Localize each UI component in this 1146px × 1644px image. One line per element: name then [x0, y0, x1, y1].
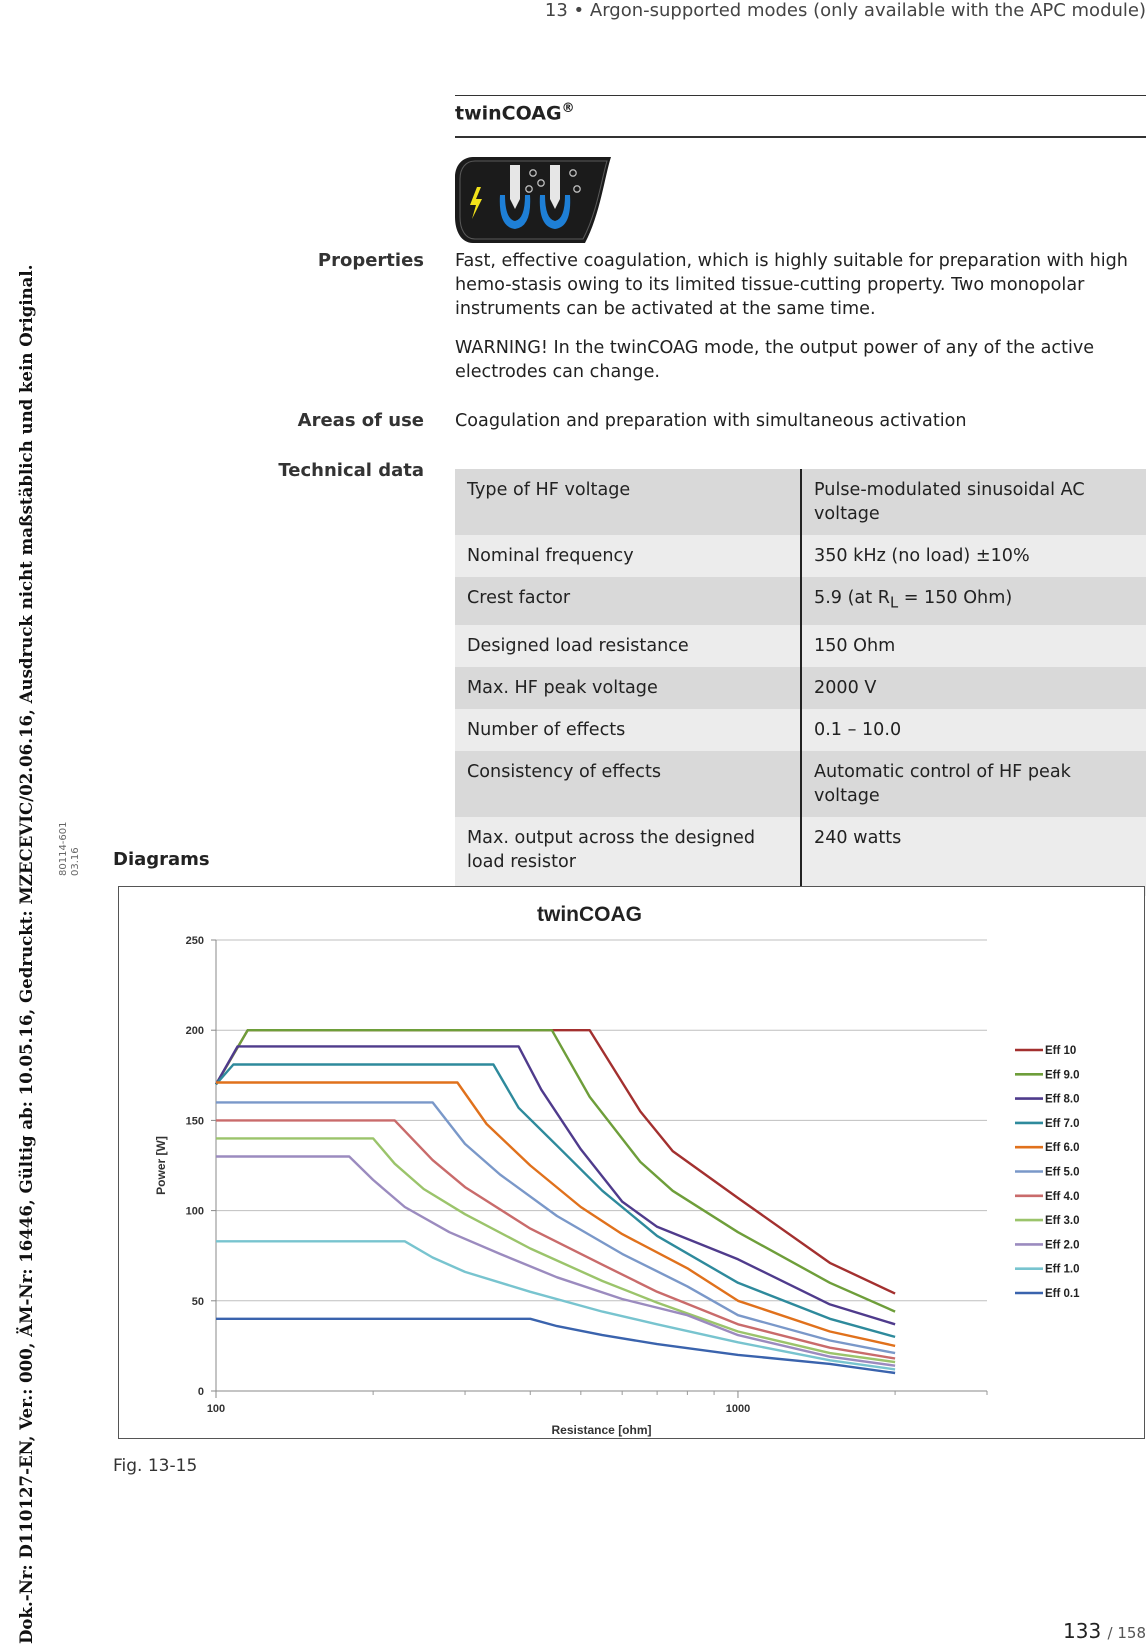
section-title [455, 101, 575, 124]
table-key: Max. output across the designed load resistor [455, 817, 801, 896]
table-row [455, 667, 1146, 709]
table-value: 0.1 – 10.0 [801, 709, 1146, 751]
series-line [216, 1319, 895, 1373]
areas-of-use-text: Coagulation and preparation with simultaneous activation [455, 411, 967, 431]
crest-value-suffix: = 150 Ohm) [898, 588, 1013, 608]
technical-data-label: Technical data [278, 460, 424, 481]
legend-label: Eff 10 [1045, 1045, 1077, 1057]
table-row [455, 535, 1146, 577]
legend-label: Eff 7.0 [1045, 1117, 1080, 1130]
section-title-text: twinCOAG [455, 102, 562, 125]
legend-label: Eff 4.0 [1045, 1190, 1080, 1203]
series-line [216, 1030, 895, 1293]
series-line [216, 1065, 895, 1337]
legend-label: Eff 0.1 [1045, 1288, 1080, 1300]
y-tick-label: 0 [197, 1386, 204, 1398]
page-total: / 158 [1107, 1624, 1146, 1642]
running-header: 13 • Argon-supported modes (only available with the APC module) [544, 0, 1146, 21]
table-key: Crest factor [455, 577, 801, 625]
properties-text: Fast, effective coagulation, which is highly suitable for preparation with high hemo-stasis owing to its limited tissue-cutting property. Two monopolar instruments can be activated at the same time. [455, 251, 1128, 319]
series-line [216, 1030, 895, 1311]
table-key: Consistency of effects [455, 751, 801, 817]
table-row [455, 751, 1146, 817]
legend-label: Eff 2.0 [1045, 1239, 1080, 1252]
figure-caption: Fig. 13-15 [113, 1456, 198, 1476]
table-value: Pulse-modulated sinusoidal AC voltage [801, 469, 1146, 535]
legend-label: Eff 9.0 [1045, 1069, 1080, 1082]
y-tick-label: 200 [185, 1025, 204, 1038]
table-value: 2000 V [801, 667, 1146, 709]
properties-label: Properties [317, 250, 424, 271]
legend-label: Eff 5.0 [1045, 1166, 1080, 1179]
x-tick-label: 100 [206, 1403, 226, 1415]
table-value: Automatic control of HF peak voltage [801, 751, 1146, 817]
y-tick-label: 150 [185, 1115, 204, 1128]
y-axis-label: Power [W] [154, 1136, 168, 1195]
twincoag-chart [118, 886, 1145, 1439]
legend-label: Eff 3.0 [1045, 1215, 1080, 1228]
table-key: Number of effects [455, 709, 801, 751]
table-value: 350 kHz (no load) ±10% [801, 535, 1146, 577]
technical-data-table [455, 469, 1146, 896]
table-row [455, 709, 1146, 751]
y-tick-label: 250 [185, 935, 204, 947]
table-value: 240 watts [801, 817, 1146, 896]
series-line [216, 1138, 895, 1362]
chart-title: twinCOAG [537, 903, 642, 926]
crest-value-prefix: 5.9 (at R [814, 588, 890, 608]
page-number: 133 / 158 [1063, 1619, 1146, 1643]
registered-mark: ® [561, 101, 575, 116]
table-row [455, 577, 1146, 625]
table-key: Nominal frequency [455, 535, 801, 577]
table-value: 150 Ohm [801, 625, 1146, 667]
table-row [455, 817, 1146, 896]
table-value [801, 577, 1146, 625]
table-row [455, 625, 1146, 667]
title-rule-top [455, 95, 1146, 96]
document-number-line1: 80114-601 [58, 821, 69, 876]
diagrams-heading: Diagrams [113, 849, 210, 870]
document-number [58, 821, 82, 876]
crest-value-subscript: L [889, 594, 899, 612]
title-rule-bottom [455, 136, 1146, 138]
y-tick-label: 50 [191, 1295, 204, 1308]
side-stamp-text: Dok.-Nr: D110127-EN, Ver.: 000, ÄM-Nr: 16446, Gültig ab: 10.05.16, Gedruckt: MZECEVIC/02.06.16, Ausdruck nicht maßstäblich und kein Original. [16, 264, 36, 1644]
legend-label: Eff 6.0 [1045, 1142, 1080, 1155]
x-axis-label: Resistance [ohm] [551, 1423, 652, 1437]
document-number-line2: 03.16 [70, 847, 81, 876]
x-tick-label: 1000 [725, 1403, 751, 1415]
warning-text: WARNING! In the twinCOAG mode, the output power of any of the active electrodes can change. [455, 338, 1095, 382]
twincoag-mode-icon [455, 155, 611, 245]
table-key: Max. HF peak voltage [455, 667, 801, 709]
y-tick-label: 100 [185, 1205, 204, 1218]
table-row [455, 469, 1146, 535]
table-key: Designed load resistance [455, 625, 801, 667]
legend-label: Eff 1.0 [1045, 1263, 1080, 1276]
table-key: Type of HF voltage [455, 469, 801, 535]
legend-label: Eff 8.0 [1045, 1093, 1080, 1106]
areas-of-use-label: Areas of use [297, 410, 424, 431]
side-document-stamp [0, 0, 40, 1644]
series-line [216, 1102, 895, 1353]
